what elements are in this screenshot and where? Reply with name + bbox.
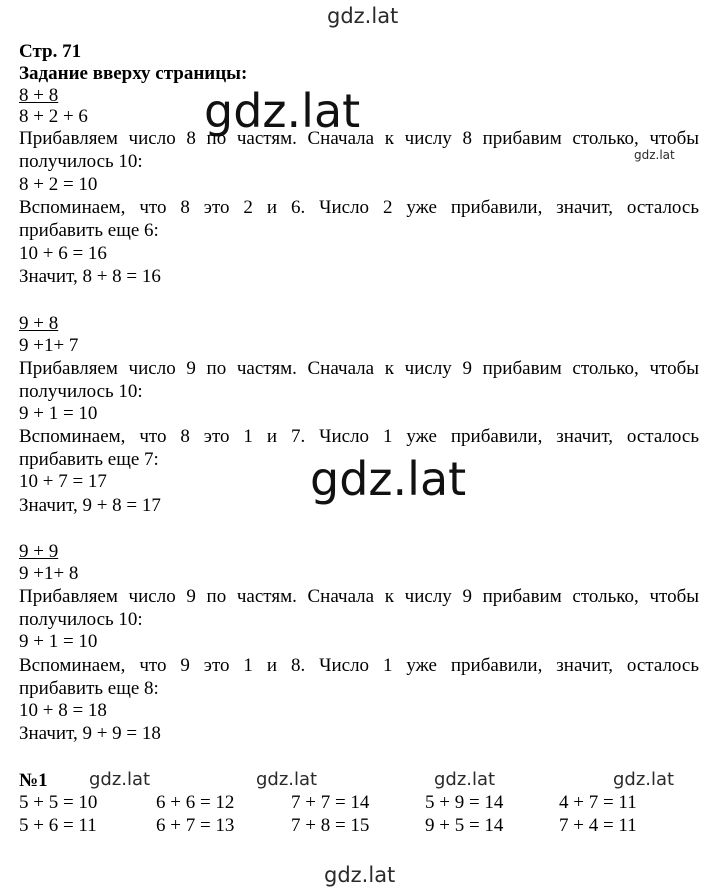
block-1-step-2: 10 + 6 = 16 [19,243,107,264]
block-3-split: 9 +1+ 8 [19,563,79,584]
block-2-result: Значит, 9 + 8 = 17 [19,495,161,516]
watermark-top: gdz.lat [327,4,399,28]
exercise-cell-r2-c3: 7 + 8 = 15 [291,815,370,836]
block-3-reasoning-2: прибавить еще 8: [19,678,159,699]
watermark-row-4: gdz.lat [613,769,675,790]
exercise-cell-r2-c2: 6 + 7 = 13 [156,815,235,836]
block-1-explanation-2: получилось 10: [19,151,143,172]
block-1-explanation-1: Прибавляем число 8 по частям. Сначала к числу 8 прибавим столько, чтобы [19,128,699,149]
block-1-step-1: 8 + 2 = 10 [19,174,98,195]
block-3-reasoning-1: Вспоминаем, что 9 это 1 и 8. Число 1 уже прибавили, значит, осталось [19,655,699,676]
exercise-cell-r1-c3: 7 + 7 = 14 [291,792,370,813]
block-3-step-2: 10 + 8 = 18 [19,700,107,721]
exercise-label: №1 [19,770,48,791]
block-2-title: 9 + 8 [19,313,59,334]
block-2-reasoning-1: Вспоминаем, что 8 это 1 и 7. Число 1 уже прибавили, значит, осталось [19,426,699,447]
exercise-cell-r1-c4: 5 + 9 = 14 [425,792,504,813]
exercise-cell-r2-c4: 9 + 5 = 14 [425,815,504,836]
block-2-split: 9 +1+ 7 [19,335,79,356]
block-1-result: Значит, 8 + 8 = 16 [19,266,161,287]
block-1-split: 8 + 2 + 6 [19,106,88,127]
watermark-large-middle: gdz.lat [310,452,467,506]
exercise-cell-r1-c5: 4 + 7 = 11 [559,792,637,813]
block-2-reasoning-2: прибавить еще 7: [19,449,159,470]
block-2-explanation-1: Прибавляем число 9 по частям. Сначала к числу 9 прибавим столько, чтобы [19,358,699,379]
block-2-step-1: 9 + 1 = 10 [19,403,98,424]
block-3-explanation-1: Прибавляем число 9 по частям. Сначала к числу 9 прибавим столько, чтобы [19,586,699,607]
block-3-explanation-2: получилось 10: [19,609,143,630]
block-1-reasoning-2: прибавить еще 6: [19,220,159,241]
watermark-small: gdz.lat [634,148,675,162]
exercise-cell-r1-c1: 5 + 5 = 10 [19,792,98,813]
page-number: Стр. 71 [19,41,82,62]
exercise-cell-r2-c1: 5 + 6 = 11 [19,815,97,836]
block-1-title: 8 + 8 [19,85,59,106]
block-1-reasoning-1: Вспоминаем, что 8 это 2 и 6. Число 2 уже прибавили, значит, осталось [19,197,699,218]
block-3-result: Значит, 9 + 9 = 18 [19,723,161,744]
block-3-step-1: 9 + 1 = 10 [19,631,98,652]
block-3-title: 9 + 9 [19,541,59,562]
block-2-explanation-2: получилось 10: [19,381,143,402]
watermark-bottom: gdz.lat [324,863,396,887]
task-heading: Задание вверху страницы: [19,63,248,84]
exercise-cell-r1-c2: 6 + 6 = 12 [156,792,235,813]
exercise-cell-r2-c5: 7 + 4 = 11 [559,815,637,836]
watermark-row-3: gdz.lat [434,769,496,790]
watermark-row-2: gdz.lat [256,769,318,790]
watermark-large-upper: gdz.lat [204,84,361,138]
block-2-step-2: 10 + 7 = 17 [19,471,107,492]
watermark-row-1: gdz.lat [89,769,151,790]
